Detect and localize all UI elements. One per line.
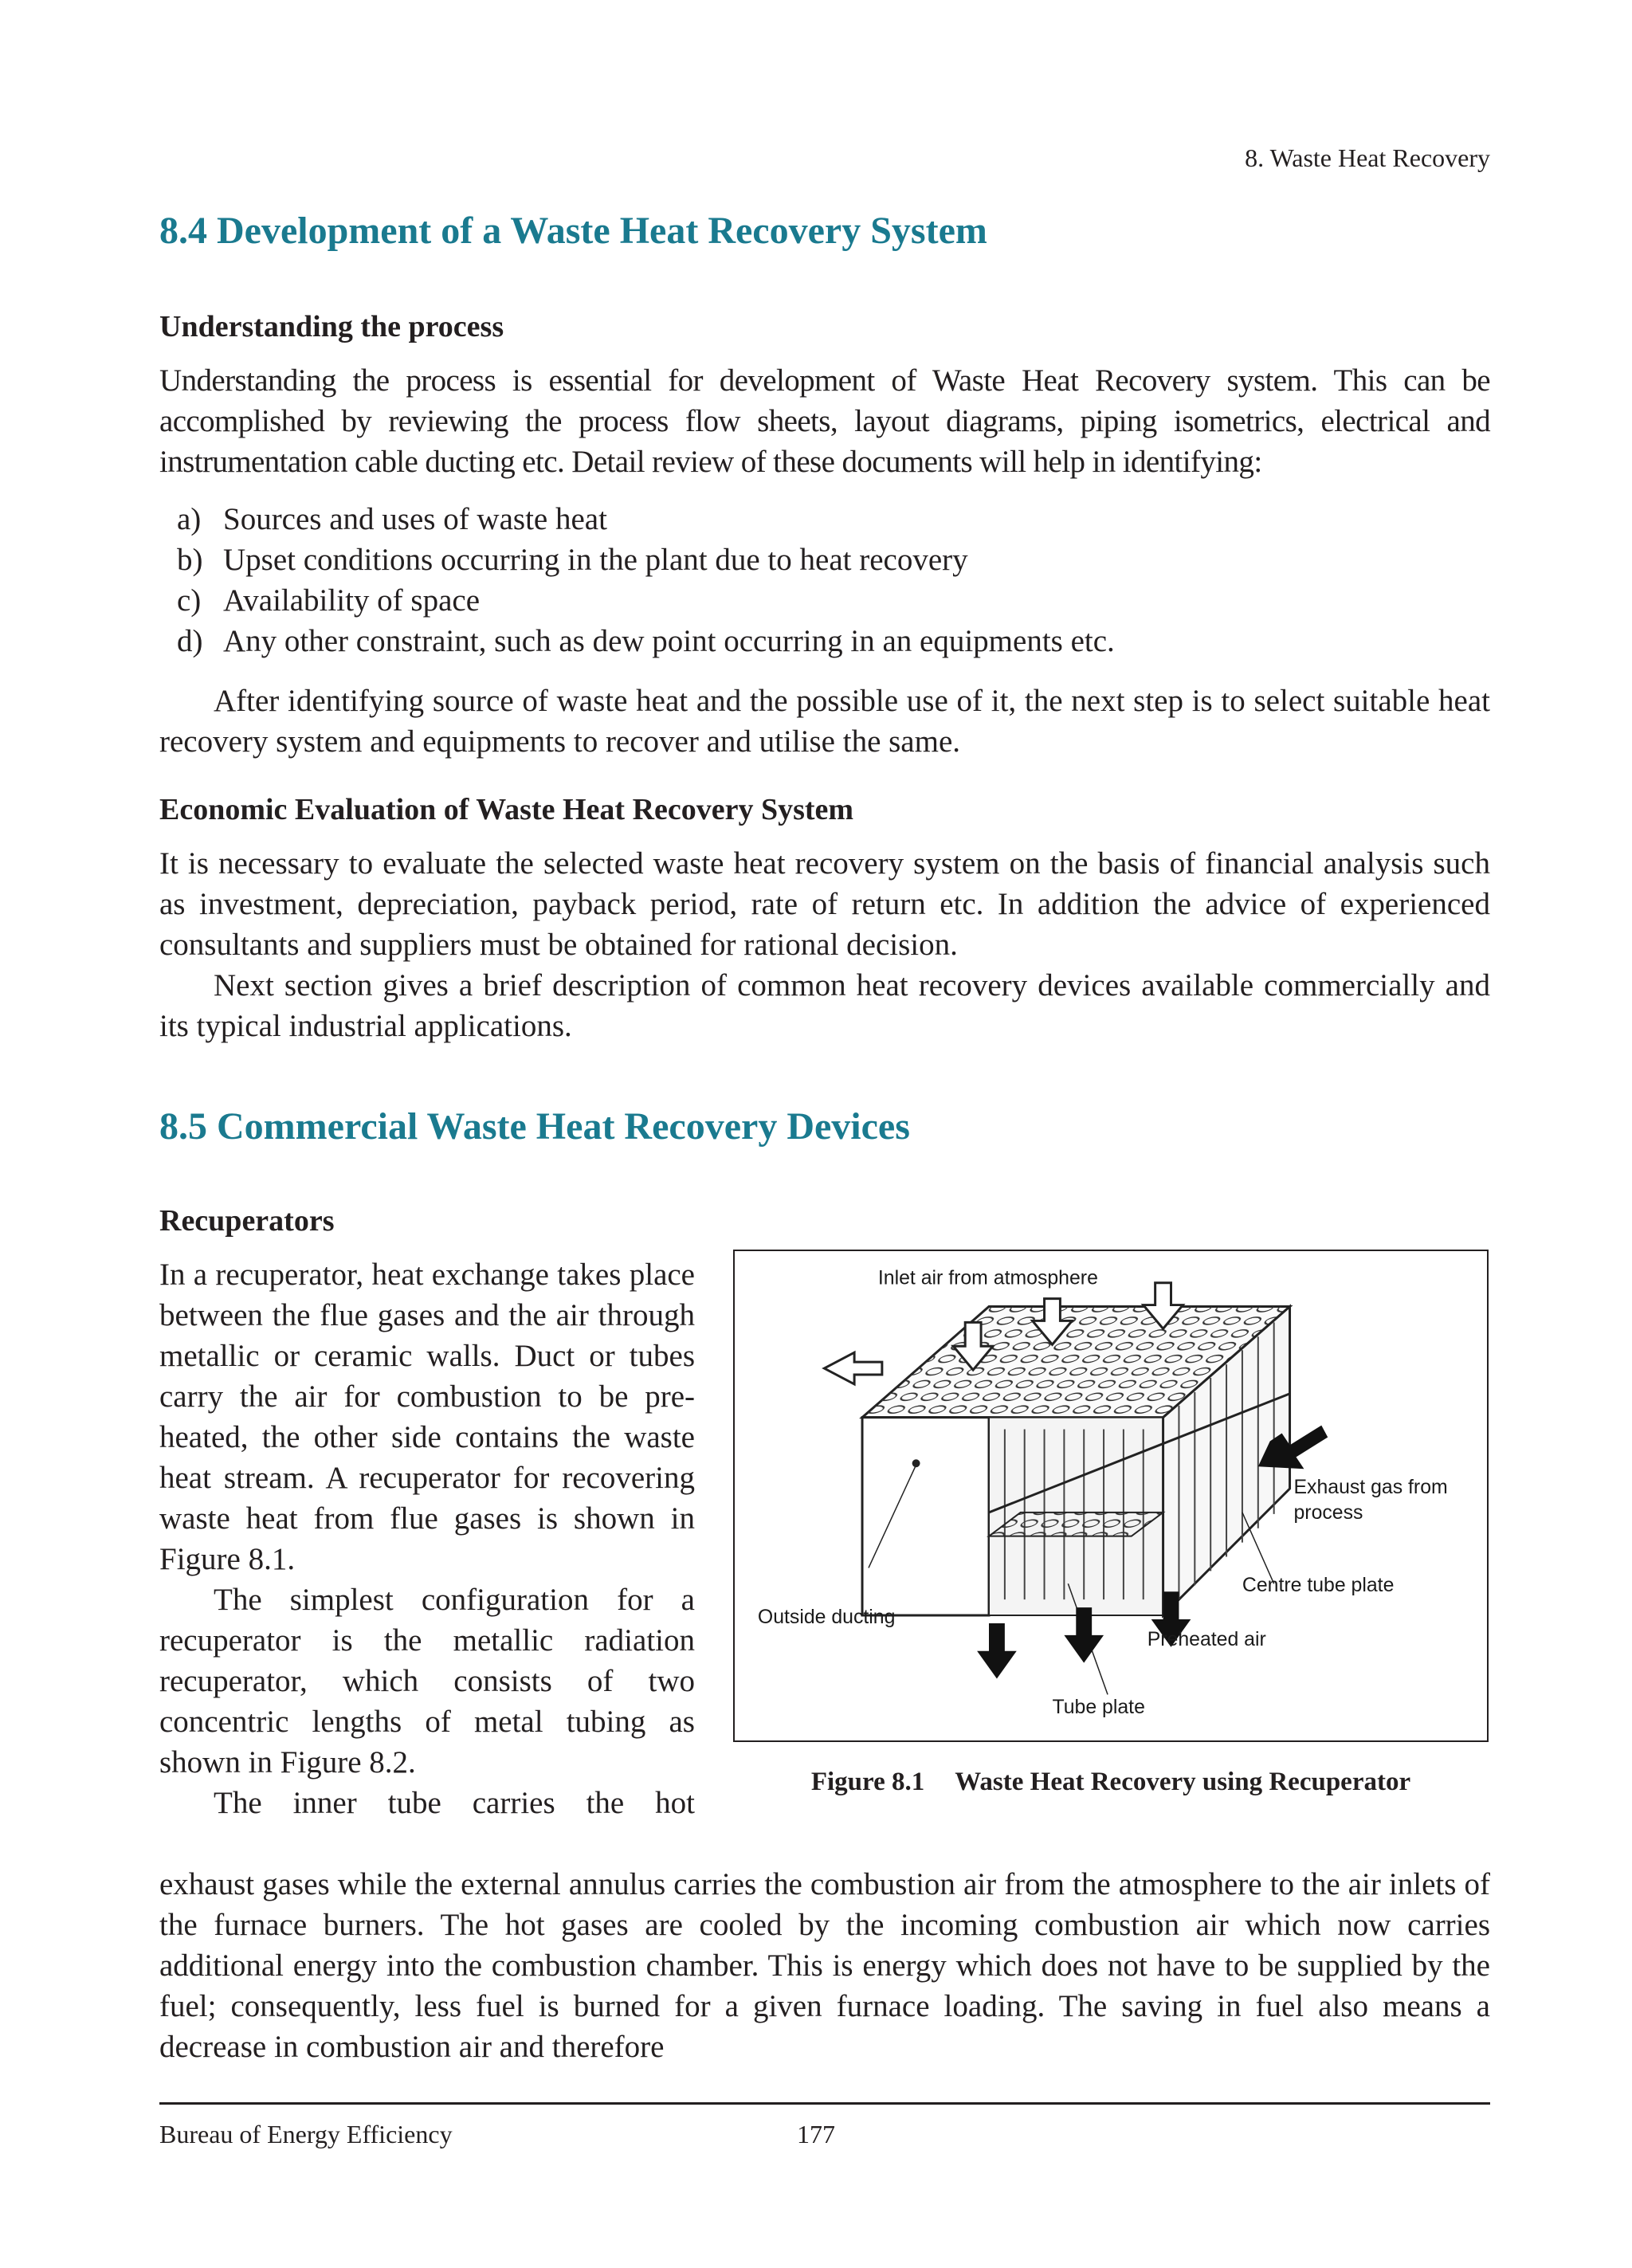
label-outside-ducting: Outside ducting <box>757 1606 896 1628</box>
label-inlet-air: Inlet air from atmosphere <box>877 1267 1098 1289</box>
footer-rule <box>159 2102 1490 2105</box>
understanding-heading: Understanding the process <box>159 310 504 343</box>
figure-caption <box>733 1768 1489 1797</box>
recuperators-heading: Recuperators <box>159 1204 335 1238</box>
section-8-5-title: 8.5 Commercial Waste Heat Recovery Devices <box>159 1105 910 1148</box>
label-exhaust-gas-process: process <box>1293 1501 1363 1524</box>
figure-8-1 <box>733 1250 1489 1742</box>
next-section-paragraph: Next section gives a brief description of common heat recovery devices available commercially and its typical industrial applications. <box>159 968 1490 1043</box>
considerations-list <box>177 499 1492 661</box>
understanding-paragraph: Understanding the process is essential for development of Waste Heat Recovery system. This can be accomplished by reviewing the process flow sheets, layout diagrams, piping isometrics, electrical and instrumentation cable ducting etc. Detail review of these documents will help in identifying: <box>159 363 1490 479</box>
section-8-4-title: 8.4 Development of a Waste Heat Recovery System <box>159 210 987 252</box>
recuperator-paragraph-3-start: The inner tube carries the hot <box>214 1786 695 1820</box>
list-item-text: Any other constraint, such as dew point occurring in an equipments etc. <box>223 624 1115 658</box>
list-item-text: Sources and uses of waste heat <box>223 502 607 536</box>
list-item <box>177 621 1492 661</box>
list-marker: a) <box>177 502 202 536</box>
recuperator-text-column <box>159 1254 695 1823</box>
figure-number: Figure 8.1 <box>810 1768 925 1796</box>
label-preheated-air: Preheated air <box>1147 1628 1266 1650</box>
list-item-text: Upset conditions occurring in the plant due to heat recovery <box>223 543 968 577</box>
page-number: 177 <box>797 2120 835 2148</box>
label-centre-tube-plate: Centre tube plate <box>1242 1575 1395 1597</box>
list-marker: c) <box>177 583 202 618</box>
list-item-text: Availability of space <box>223 583 480 618</box>
list-marker: d) <box>177 624 203 658</box>
bottom-tube-plate <box>989 1513 1163 1536</box>
recuperator-paragraph-1: In a recuperator, heat exchange takes place between the flue gases and the air through metallic or ceramic walls. Duct or tubes carry the air for combustion to be pre-heated, the other side contains the waste heat stream. A recuperator for recovering waste heat from flue gases is shown in Figure 8.1. <box>159 1258 695 1576</box>
recuperator-paragraph-2: The simplest configuration for a recuperator is the metallic radiation recuperator, which consists of two concentric lengths of metal tubing as shown in Figure 8.2. <box>159 1583 695 1779</box>
recuperator-paragraph-3-continued: exhaust gases while the external annulus carries the combustion air from the atmosphere to the air inlets of the furnace burners. The hot gases are cooled by the incoming combustion air which now carries additional energy into the combustion chamber. This is energy which does not have to be supplied by the fuel; consequently, less fuel is burned for a given furnace loading. The saving in fuel also means a decrease in combustion air and therefore <box>159 1867 1490 2064</box>
list-item <box>177 580 1492 621</box>
recuperator-diagram <box>735 1251 1487 1740</box>
economic-paragraph: It is necessary to evaluate the selected waste heat recovery system on the basis of financial analysis such as investment, depreciation, payback period, rate of return etc. In addition the advice of experienced consultants and suppliers must be obtained for rational decision. <box>159 846 1490 962</box>
economic-heading: Economic Evaluation of Waste Heat Recovery System <box>159 793 854 826</box>
footer-publisher: Bureau of Energy Efficiency <box>159 2120 453 2148</box>
running-head: 8. Waste Heat Recovery <box>1245 143 1490 172</box>
outside-ducting-panel <box>862 1418 989 1615</box>
list-item <box>177 499 1492 540</box>
list-marker: b) <box>177 543 203 577</box>
figure-title: Waste Heat Recovery using Recuperator <box>955 1768 1411 1796</box>
label-exhaust-gas: Exhaust gas from <box>1293 1477 1448 1499</box>
after-list-paragraph: After identifying source of waste heat and the possible use of it, the next step is to select suitable heat recovery system and equipments to recover and utilise the same. <box>159 684 1490 759</box>
list-item <box>177 540 1492 580</box>
label-tube-plate: Tube plate <box>1052 1697 1145 1719</box>
